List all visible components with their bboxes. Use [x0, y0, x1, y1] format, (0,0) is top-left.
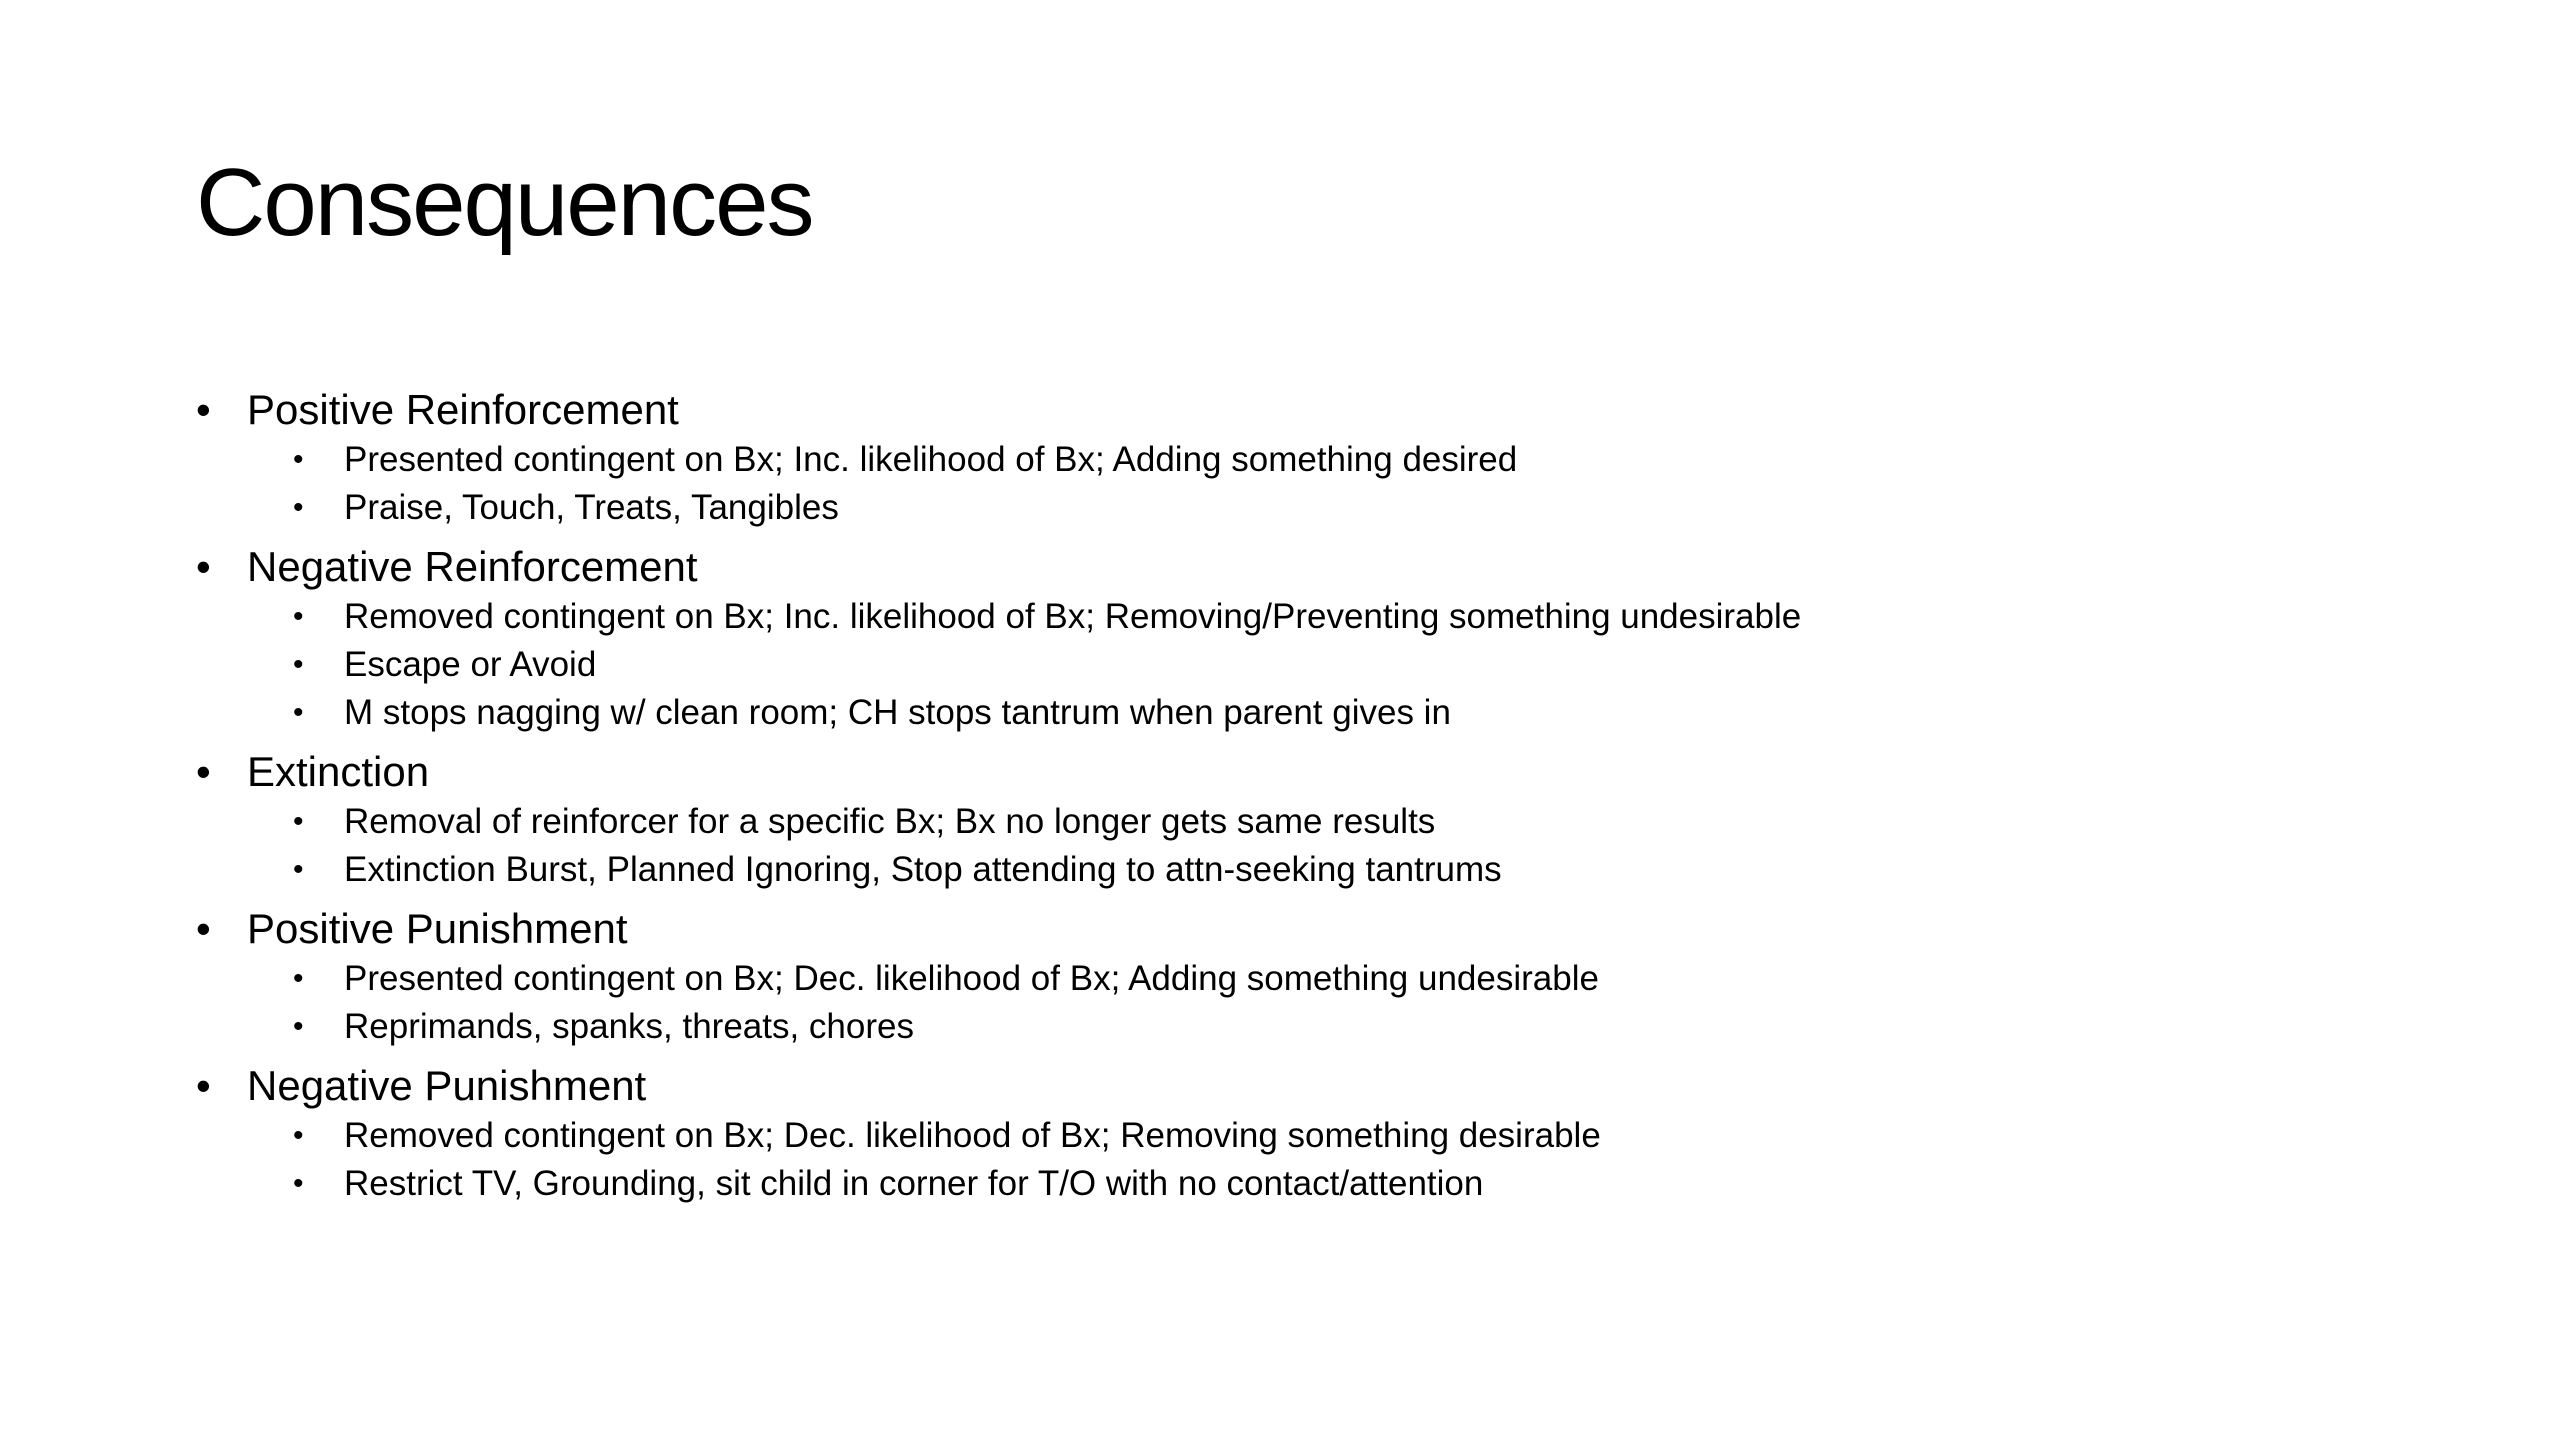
list-item-text: Praise, Touch, Treats, Tangibles [344, 488, 839, 527]
section-heading [196, 745, 2396, 798]
bullet-icon: • [196, 543, 211, 590]
list-item [196, 689, 2396, 737]
sub-list [196, 593, 2396, 737]
section-heading [196, 902, 2396, 955]
list-item [196, 955, 2396, 1003]
bullet-icon: • [293, 491, 304, 524]
section-heading [196, 540, 2396, 593]
bullet-icon: • [293, 443, 304, 476]
list-item-text: Presented contingent on Bx; Inc. likelihood of Bx; Adding something desired [344, 440, 1518, 479]
section-heading-text: Positive Reinforcement [247, 386, 679, 433]
list-item-text: Removal of reinforcer for a specific Bx; Bx no longer gets same results [344, 802, 1436, 841]
bullet-icon: • [293, 805, 304, 838]
bullet-icon: • [293, 853, 304, 886]
bullet-icon: • [293, 1167, 304, 1200]
slide-title: Consequences [196, 149, 813, 256]
bullet-icon: • [293, 962, 304, 995]
section-extinction [196, 745, 2396, 894]
list-item-text: Restrict TV, Grounding, sit child in corner for T/O with no contact/attention [344, 1164, 1484, 1203]
section-positive-reinforcement [196, 383, 2396, 532]
list-item [196, 1003, 2396, 1051]
bullet-icon: • [293, 648, 304, 681]
section-negative-punishment [196, 1059, 2396, 1208]
list-item [196, 484, 2396, 532]
section-heading-text: Negative Reinforcement [247, 543, 698, 590]
sub-list [196, 955, 2396, 1051]
section-heading-text: Positive Punishment [247, 905, 628, 952]
list-item [196, 846, 2396, 894]
section-negative-reinforcement [196, 540, 2396, 737]
list-item-text: Reprimands, spanks, threats, chores [344, 1007, 914, 1046]
bullet-icon: • [293, 696, 304, 729]
sub-list [196, 436, 2396, 532]
bullet-list [196, 383, 2396, 1216]
section-heading [196, 383, 2396, 436]
sub-list [196, 798, 2396, 894]
section-heading-text: Negative Punishment [247, 1062, 647, 1109]
bullet-icon: • [293, 1010, 304, 1043]
bullet-icon: • [196, 905, 211, 952]
bullet-icon: • [196, 386, 211, 433]
list-item-text: Removed contingent on Bx; Inc. likelihood of Bx; Removing/Preventing something undesirable [344, 597, 1802, 636]
list-item-text: Extinction Burst, Planned Ignoring, Stop attending to attn-seeking tantrums [344, 850, 1502, 889]
list-item-text: M stops nagging w/ clean room; CH stops tantrum when parent gives in [344, 693, 1451, 732]
list-item-text: Removed contingent on Bx; Dec. likelihood of Bx; Removing something desirable [344, 1116, 1601, 1155]
list-item [196, 593, 2396, 641]
list-item [196, 1112, 2396, 1160]
list-item [196, 436, 2396, 484]
bullet-icon: • [293, 1119, 304, 1152]
section-heading-text: Extinction [247, 748, 430, 795]
section-heading [196, 1059, 2396, 1112]
list-item-text: Escape or Avoid [344, 645, 597, 684]
list-item [196, 798, 2396, 846]
list-item-text: Presented contingent on Bx; Dec. likelihood of Bx; Adding something undesirable [344, 959, 1599, 998]
section-positive-punishment [196, 902, 2396, 1051]
bullet-icon: • [293, 600, 304, 633]
bullet-icon: • [196, 748, 211, 795]
list-item [196, 1160, 2396, 1208]
bullet-icon: • [196, 1062, 211, 1109]
sub-list [196, 1112, 2396, 1208]
list-item [196, 641, 2396, 689]
